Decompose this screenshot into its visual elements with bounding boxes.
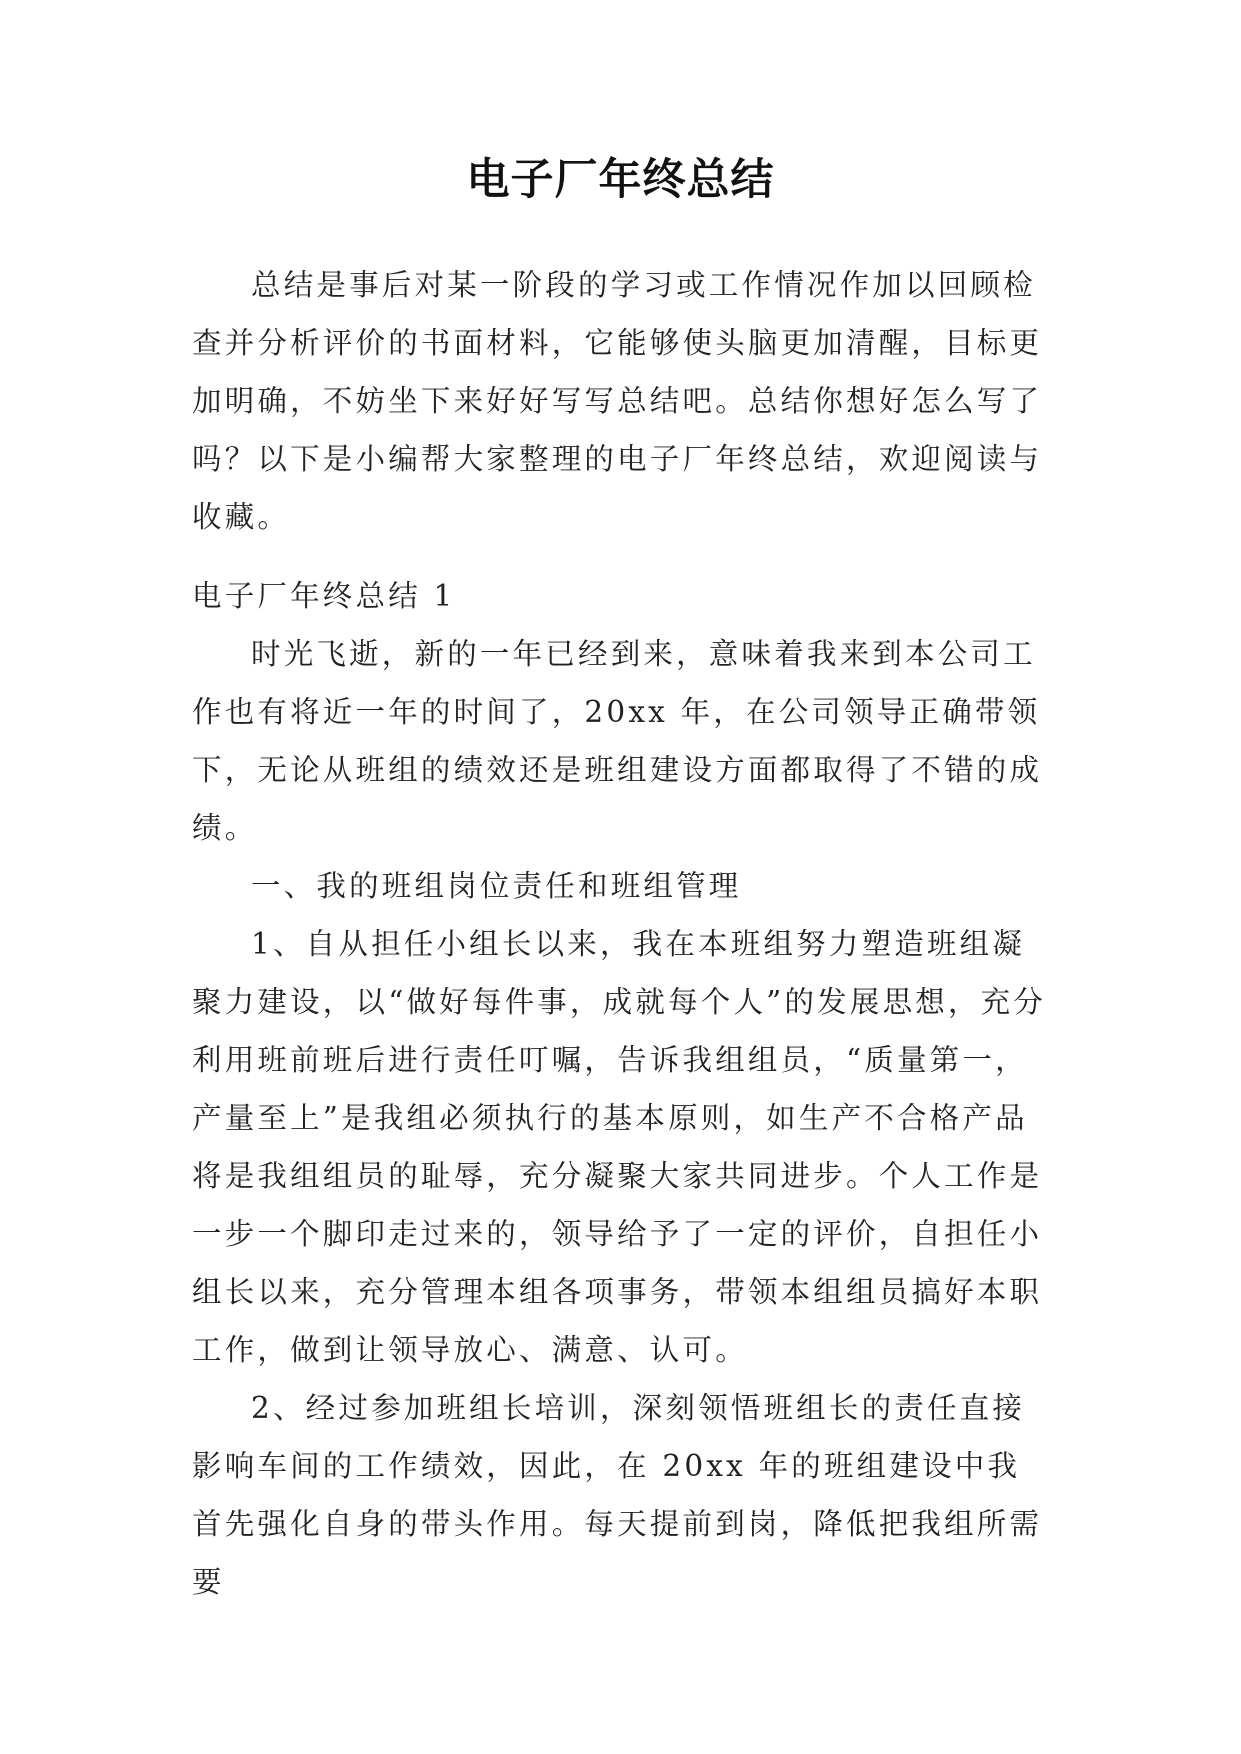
section-heading: 电子厂年终总结 1 [192, 579, 456, 613]
body-paragraph-3: 2、经过参加班组长培训，深刻领悟班组长的责任直接影响车间的工作绩效，因此，在 20xx 年的班组建设中我首先强化自身的带头作用。每天提前到岗，降低把我组所需要 [192, 1391, 1043, 1599]
document-title: 电子厂年终总结 [466, 155, 775, 205]
body-paragraph-1: 时光飞逝，新的一年已经到来，意味着我来到本公司工作也有将近一年的时间了，20xx 年，在公司领导正确带领下，无论从班组的绩效还是班组建设方面都取得了不错的成绩。 [192, 637, 1043, 845]
intro-block [192, 256, 1052, 546]
section-1 [192, 567, 1052, 1611]
intro-paragraph: 总结是事后对某一阶段的学习或工作情况作加以回顾检查并分析评价的书面材料，它能够使头脑更加清醒，目标更加明确，不妨坐下来好好写写总结吧。总结你想好怎么写了吗？以下是小编帮大家整理的电子厂年终总结，欢迎阅读与收藏。 [192, 268, 1043, 534]
body-paragraph-2: 1、自从担任小组长以来，我在本班组努力塑造班组凝聚力建设，以“做好每件事，成就每个人”的发展思想，充分利用班前班后进行责任叮嘱，告诉我组组员，“质量第一，产量至上”是我组必须执行的基本原则，如生产不合格产品将是我组组员的耻辱，充分凝聚大家共同进步。个人工作是一步一个脚印走过来的，领导给予了一定的评价，自担任小组长以来，充分管理本组各项事务，带领本组组员搞好本职工作，做到让领导放心、满意、认可。 [192, 927, 1047, 1367]
subheading-1: 一、我的班组岗位责任和班组管理 [251, 869, 742, 903]
